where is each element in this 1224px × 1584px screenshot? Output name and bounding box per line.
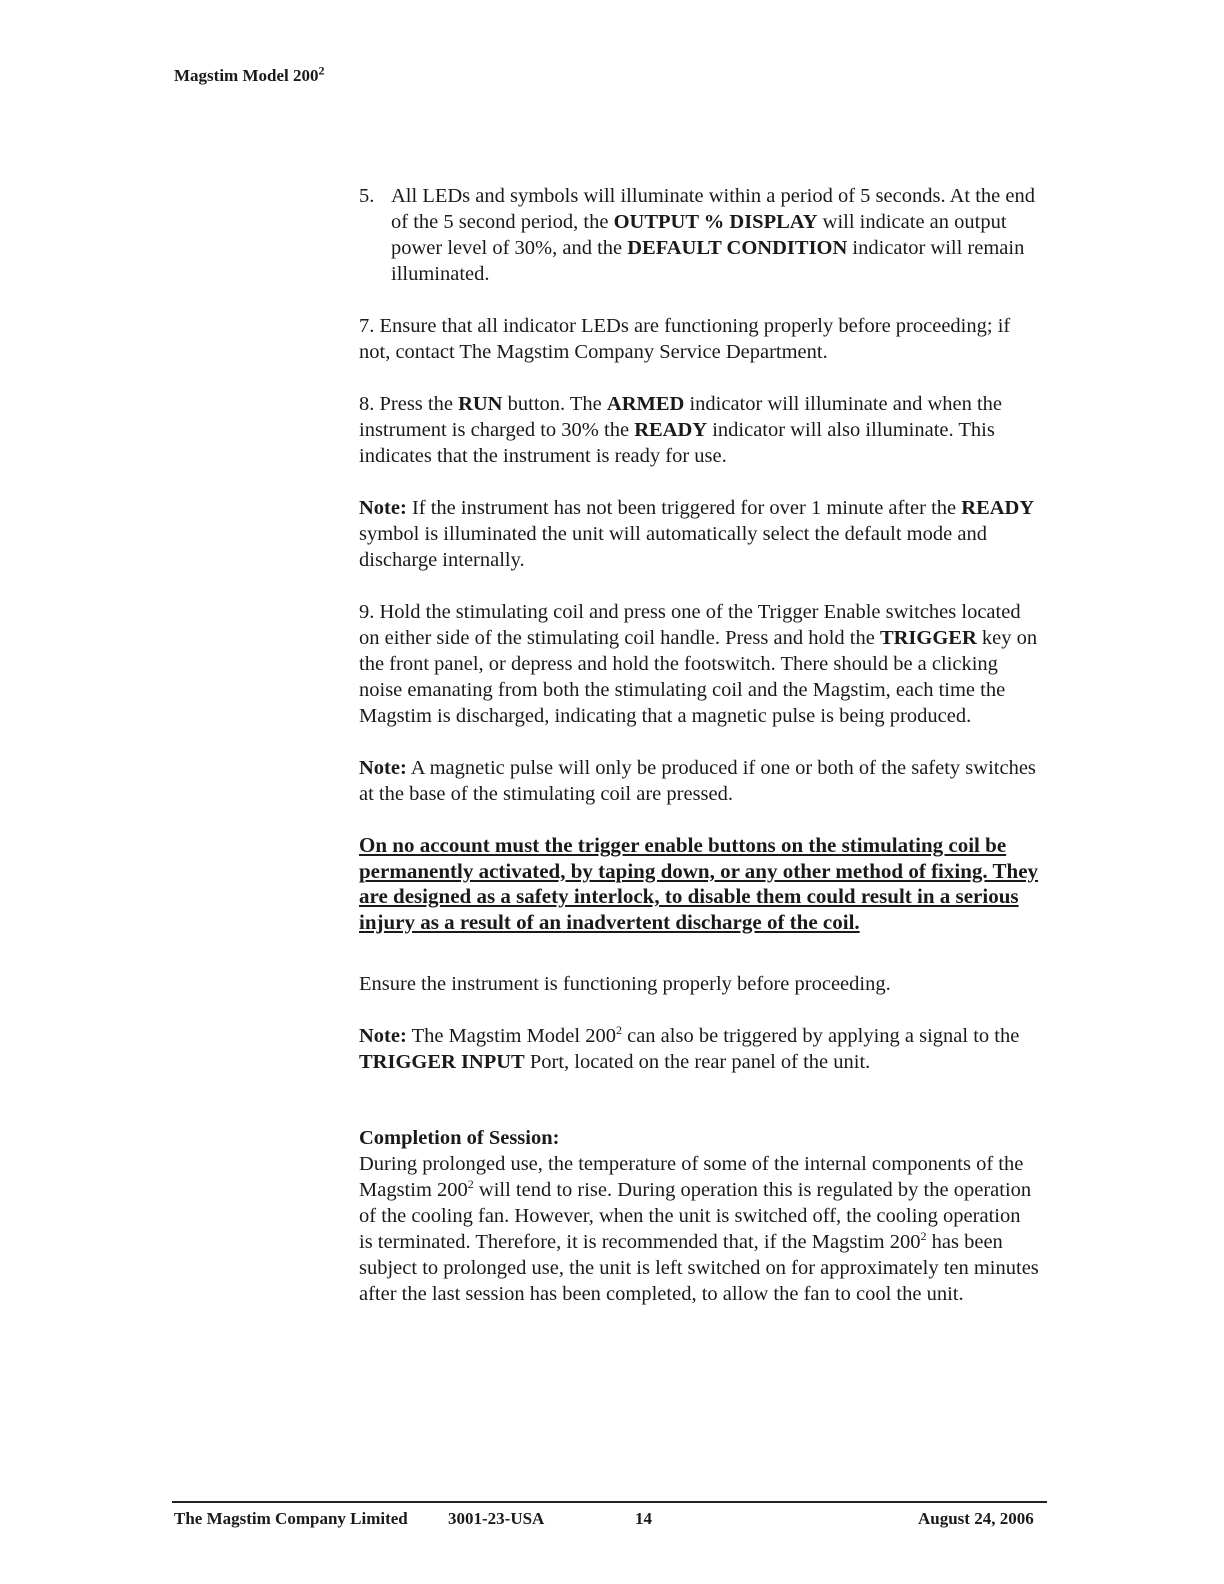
step-8-text: button. The xyxy=(502,393,607,415)
note-text: A magnetic pulse will only be produced if one or both of the safety switches at the base of the stimulating coil are pressed. xyxy=(359,757,1036,805)
step-5-number: 5. xyxy=(359,185,375,207)
trigger-input-term: TRIGGER INPUT xyxy=(359,1051,525,1073)
model-superscript: 2 xyxy=(920,1229,927,1244)
run-term: RUN xyxy=(458,393,503,415)
trigger-term: TRIGGER xyxy=(879,627,977,649)
footer-date: August 24, 2006 xyxy=(918,1509,1034,1528)
step-5-text: All LEDs and symbols will illuminate within a period of 5 seconds. At the end of the 5 second period, the xyxy=(391,185,1035,233)
step-8 xyxy=(359,391,1039,469)
footer-page-number: 14 xyxy=(635,1509,652,1528)
note-safety-switches xyxy=(359,755,1039,807)
note-text: can also be triggered by applying a signal to the xyxy=(621,1025,1020,1047)
note-label: Note: xyxy=(359,497,407,519)
section-heading: Completion of Session: xyxy=(359,1127,560,1149)
completion-text: will tend to rise. During operation this is regulated by the operation of the cooling fan. However, when the unit is switched off, the cooling operation is terminated. Therefore, it is recommended that, if the Magstim 200 xyxy=(359,1179,1032,1253)
step-9-text: 9. Hold the stimulating coil and press one of the Trigger Enable switches located on either side of the stimulating coil handle. Press and hold the xyxy=(359,601,1021,649)
step-5-text: indicator will remain illuminated. xyxy=(391,237,1025,285)
note-label: Note: xyxy=(359,757,407,779)
safety-warning: On no account must the trigger enable buttons on the stimulating coil be permanently activated, by taping down, or any other method of fixing. They are designed as a safety interlock, to disable them could result in a serious injury as a result of an inadvertent discharge of the coil. xyxy=(359,833,1039,934)
step-9-text: key on the front panel, or depress and hold the footswitch. There should be a clicking noise emanating from both the stimulating coil and the Magstim, each time the Magstim is discharged, indicating that a magnetic pulse is being produced. xyxy=(359,627,1038,727)
footer-doc-number: 3001-23-USA xyxy=(448,1509,545,1528)
model-superscript: 2 xyxy=(615,1023,622,1038)
default-condition-term: DEFAULT CONDITION xyxy=(627,237,848,259)
step-8-text: indicator will also illuminate. This indicates that the instrument is ready for use. xyxy=(359,419,995,467)
step-5-text: will indicate an output power level of 30%, and the xyxy=(391,211,1007,259)
footer-divider xyxy=(172,1501,1047,1503)
note-text: The Magstim Model 200 xyxy=(406,1025,616,1047)
ready-term: READY xyxy=(961,497,1035,519)
spacer xyxy=(359,1101,1039,1125)
completion-text: has been subject to prolonged use, the unit is left switched on for approximately ten minutes after the last session has been completed, to allow the fan to cool the unit. xyxy=(359,1231,1039,1305)
completion-paragraph xyxy=(359,1151,1039,1307)
step-9 xyxy=(359,599,1039,729)
header-title-superscript: 2 xyxy=(318,63,325,78)
model-superscript: 2 xyxy=(467,1177,474,1192)
note-label: Note: xyxy=(359,1025,407,1047)
note-text: symbol is illuminated the unit will automatically select the default mode and discharge internally. xyxy=(359,523,987,571)
note-text: Port, located on the rear panel of the unit. xyxy=(524,1051,871,1073)
note-trigger-input xyxy=(359,1023,1039,1075)
step-7: 7. Ensure that all indicator LEDs are functioning properly before proceeding; if not, contact The Magstim Company Service Department. xyxy=(359,315,1011,363)
page-body xyxy=(359,183,1039,1333)
ensure-functioning: Ensure the instrument is functioning properly before proceeding. xyxy=(359,973,891,995)
completion-text: During prolonged use, the temperature of some of the internal components of the Magstim 200 xyxy=(359,1153,1024,1201)
step-8-text: 8. Press the xyxy=(359,393,459,415)
armed-term: ARMED xyxy=(606,393,685,415)
step-8-text: indicator will illuminate and when the instrument is charged to 30% the xyxy=(359,393,1003,441)
header-title: Magstim Model 200 xyxy=(174,66,319,85)
note-ready-timeout xyxy=(359,495,1039,573)
footer-company: The Magstim Company Limited xyxy=(174,1509,408,1528)
page-header xyxy=(174,63,325,86)
step-5 xyxy=(359,183,1039,287)
ready-term: READY xyxy=(634,419,708,441)
output-display-term: OUTPUT % DISPLAY xyxy=(613,211,818,233)
note-text: If the instrument has not been triggered for over 1 minute after the xyxy=(406,497,962,519)
